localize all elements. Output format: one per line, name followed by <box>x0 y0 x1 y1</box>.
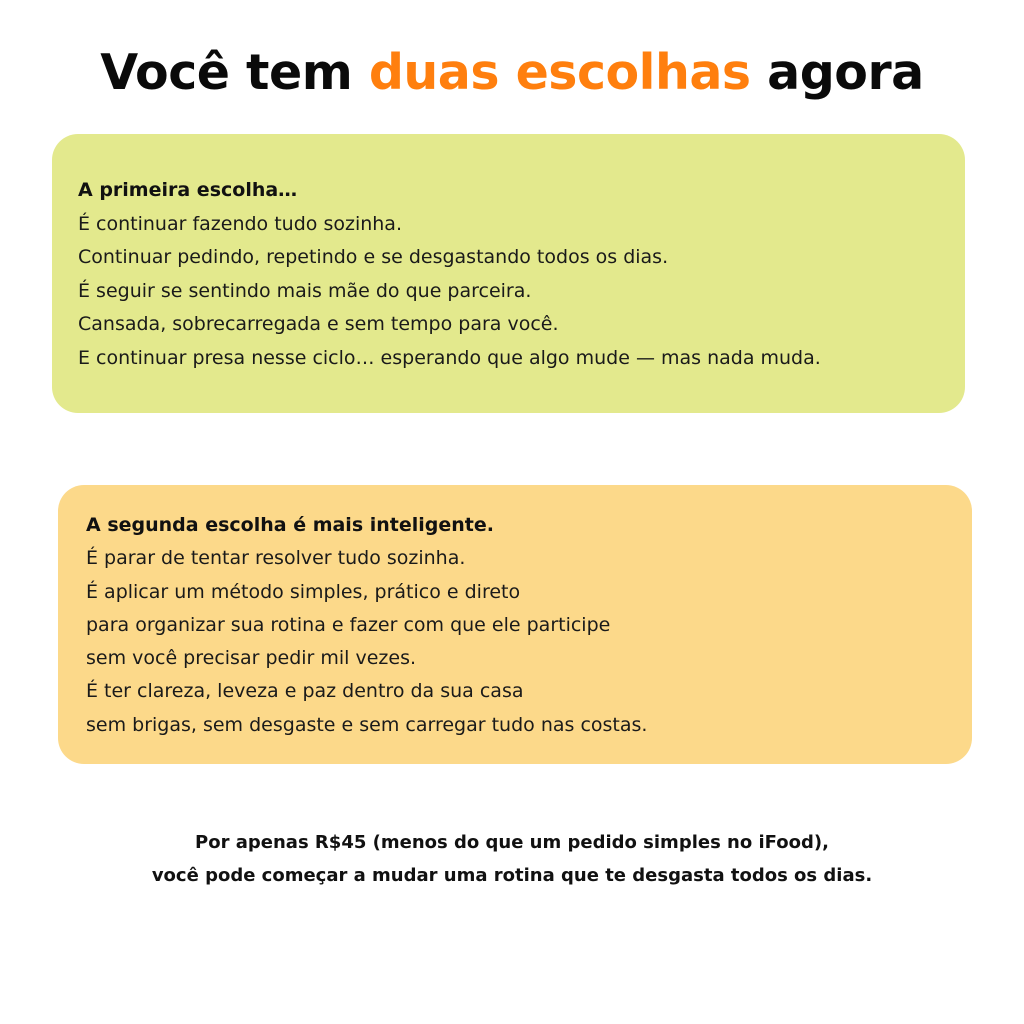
title-text-end: agora <box>750 44 924 101</box>
page-title <box>0 38 1024 108</box>
price-offer-text <box>0 826 1024 892</box>
second-choice-line: É ter clareza, leveza e paz dentro da sua casa <box>86 680 524 703</box>
second-choice-line: É aplicar um método simples, prático e direto <box>86 580 521 603</box>
price-offer-line: você pode começar a mudar uma rotina que te desgasta todos os dias. <box>151 865 873 886</box>
first-choice-card <box>52 134 965 413</box>
second-choice-line: sem você precisar pedir mil vezes. <box>86 647 417 670</box>
first-choice-line: E continuar presa nesse ciclo… esperando que algo mude — mas nada muda. <box>78 346 821 369</box>
price-offer-line: Por apenas R$45 (menos do que um pedido simples no iFood), <box>195 832 829 853</box>
first-choice-line: Continuar pedindo, repetindo e se desgastando todos os dias. <box>78 246 669 268</box>
second-choice-line: É parar de tentar resolver tudo sozinha. <box>86 547 466 570</box>
second-choice-heading: A segunda escolha é mais inteligente. <box>86 514 494 536</box>
first-choice-line: É continuar fazendo tudo sozinha. <box>78 212 402 235</box>
first-choice-line: Cansada, sobrecarregada e sem tempo para você. <box>78 313 559 335</box>
first-choice-line: É seguir se sentindo mais mãe do que parceira. <box>78 279 532 302</box>
title-highlight: duas escolhas <box>368 44 751 101</box>
second-choice-line: sem brigas, sem desgaste e sem carregar tudo nas costas. <box>86 713 648 736</box>
second-choice-line: para organizar sua rotina e fazer com que ele participe <box>86 613 611 636</box>
title-text-start: Você tem <box>100 44 369 101</box>
first-choice-heading: A primeira escolha… <box>78 179 298 201</box>
second-choice-card <box>58 485 972 764</box>
